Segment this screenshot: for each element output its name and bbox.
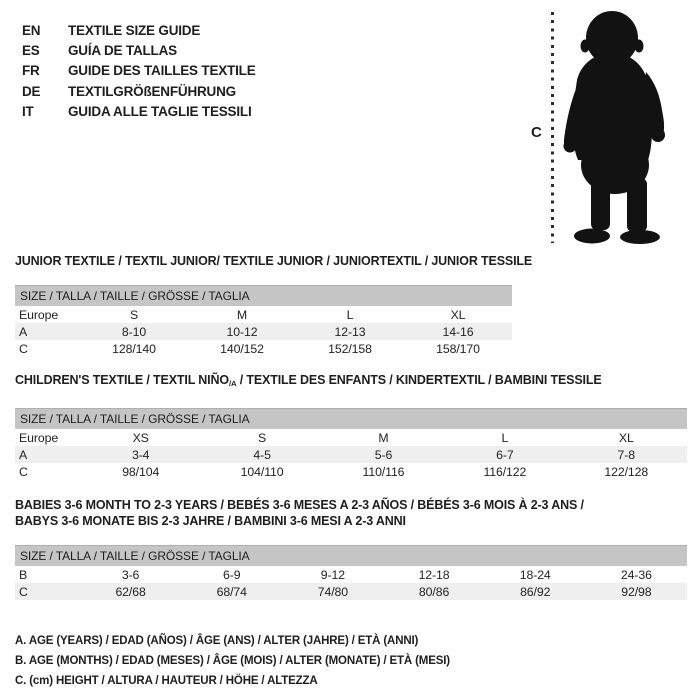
size-value-cell: 14-16 xyxy=(442,324,474,339)
toddler-silhouette-icon xyxy=(562,8,672,244)
language-row xyxy=(22,40,256,60)
title-segment: /A xyxy=(228,379,237,388)
size-value-cell: 68/74 xyxy=(216,584,247,599)
section-title-line xyxy=(15,253,687,269)
footnote-line: B. AGE (MONTHS) / EDAD (MESES) / ÂGE (MOIS) / ALTER (MONATE) / ETÀ (MESI) xyxy=(15,655,450,667)
title-segment: BABYS 3-6 MONATE BIS 2-3 JAHRE / BAMBINI 3-6 MESI A 2-3 ANNI xyxy=(15,514,406,528)
table-row xyxy=(15,429,687,446)
row-label-cell: C xyxy=(19,341,28,356)
children-size-table xyxy=(15,408,687,480)
table-body xyxy=(15,429,687,480)
children-title xyxy=(15,372,687,392)
babies-title xyxy=(15,497,687,529)
section-title-line xyxy=(15,372,687,392)
size-header-row xyxy=(15,409,687,430)
size-value-cell: 6-9 xyxy=(222,567,241,582)
language-code: FR xyxy=(22,63,40,79)
title-segment: CHILDREN'S TEXTILE / TEXTIL NIÑO xyxy=(15,373,229,387)
language-row xyxy=(22,61,256,81)
size-value-cell: 74/80 xyxy=(317,584,349,599)
section-title-line xyxy=(15,513,687,529)
footnote-line: C. (cm) HEIGHT / ALTURA / HAUTEUR / HÖHE / ALTEZZA xyxy=(15,675,318,687)
size-value-cell: 7-8 xyxy=(617,447,636,462)
size-header-row xyxy=(15,286,512,307)
size-value-cell: 116/122 xyxy=(483,464,527,479)
row-label-cell: C xyxy=(19,584,28,599)
table-row xyxy=(15,323,512,340)
children-section xyxy=(15,372,687,480)
height-dotted-line xyxy=(551,12,554,243)
size-value-cell: XL xyxy=(618,430,634,445)
size-value-cell: 92/98 xyxy=(621,584,652,599)
size-value-cell: M xyxy=(378,430,389,445)
size-value-cell: 110/116 xyxy=(362,464,405,479)
size-value-cell: M xyxy=(236,307,248,322)
size-value-cell: S xyxy=(258,430,267,445)
language-label: GUIDA ALLE TAGLIE TESSILI xyxy=(68,104,252,120)
table-row xyxy=(15,306,512,323)
size-value-cell: 80/86 xyxy=(418,584,450,599)
language-code: DE xyxy=(22,83,41,99)
size-value-cell: L xyxy=(346,307,354,322)
size-value-cell: 24-36 xyxy=(620,567,652,582)
title-segment: BABIES 3-6 MONTH TO 2-3 YEARS / BEBÉS 3-6 MESES A 2-3 AÑOS / BÉBÉS 3-6 MOIS À 2-3 ANS / xyxy=(15,498,584,512)
language-row xyxy=(22,102,256,122)
size-value-cell: 98/104 xyxy=(122,464,160,479)
size-value-cell: 12-13 xyxy=(334,324,366,339)
table-body xyxy=(15,566,687,600)
size-tables-area xyxy=(15,250,687,691)
size-value-cell: 128/140 xyxy=(112,341,156,356)
size-value-cell: 86/92 xyxy=(520,584,551,599)
babies-size-table xyxy=(15,545,687,600)
language-label: TEXTILGRÖßENFÜHRUNG xyxy=(68,83,236,99)
row-label-cell: Europe xyxy=(19,430,59,445)
language-code: ES xyxy=(22,43,40,59)
table-body xyxy=(15,306,512,357)
size-value-cell: 9-12 xyxy=(320,567,345,582)
row-label-cell: C xyxy=(19,464,28,479)
size-header-row xyxy=(15,546,687,567)
row-label-cell: Europe xyxy=(19,307,59,322)
size-value-cell: 4-5 xyxy=(253,447,271,462)
size-value-cell: 12-18 xyxy=(418,567,450,582)
size-value-cell: XL xyxy=(450,307,466,322)
size-value-cell: 62/68 xyxy=(115,584,146,599)
size-value-cell: 104/110 xyxy=(240,464,284,479)
size-value-cell: 5-6 xyxy=(374,447,393,462)
title-segment: / TEXTILE DES ENFANTS / KINDERTEXTIL / BAMBINI TESSILE xyxy=(236,373,602,387)
table-row xyxy=(15,463,687,480)
footnotes xyxy=(15,631,687,691)
title-segment: JUNIOR TEXTILE / TEXTIL JUNIOR/ TEXTILE JUNIOR / JUNIORTEXTIL / JUNIOR TESSILE xyxy=(15,254,533,268)
footnote-line: A. AGE (YEARS) / EDAD (AÑOS) / ÂGE (ANS) / ALTER (JAHRE) / ETÀ (ANNI) xyxy=(15,635,419,647)
junior-title xyxy=(15,253,687,269)
size-value-cell: 6-7 xyxy=(496,447,514,462)
table-row xyxy=(15,566,687,583)
size-value-cell: 8-10 xyxy=(121,324,147,339)
language-label: GUÍA DE TALLAS xyxy=(68,43,177,59)
language-label: GUIDE DES TAILLES TEXTILE xyxy=(68,63,256,79)
size-value-cell: 10-12 xyxy=(226,324,258,339)
row-label-cell: A xyxy=(19,447,28,462)
junior-size-table xyxy=(15,285,512,357)
size-value-cell: S xyxy=(129,307,139,322)
language-row xyxy=(22,20,256,40)
table-head xyxy=(15,409,687,430)
section-title-line xyxy=(15,497,687,513)
language-code: IT xyxy=(22,104,34,120)
language-header xyxy=(22,20,256,122)
table-row xyxy=(15,340,512,357)
size-value-cell: 18-24 xyxy=(519,567,551,582)
babies-section xyxy=(15,497,687,600)
language-code: EN xyxy=(22,22,41,38)
junior-section xyxy=(15,253,687,357)
table-row xyxy=(15,583,687,600)
size-value-cell: L xyxy=(501,430,509,445)
size-value-cell: 3-6 xyxy=(121,567,140,582)
row-label-cell: A xyxy=(19,324,28,339)
table-row xyxy=(15,446,687,463)
size-header-cell: SIZE / TALLA / TAILLE / GRÖSSE / TAGLIA xyxy=(15,409,687,430)
size-value-cell: 158/170 xyxy=(436,341,480,356)
row-label-cell: B xyxy=(19,567,28,582)
size-header-cell: SIZE / TALLA / TAILLE / GRÖSSE / TAGLIA xyxy=(15,546,687,567)
table-head xyxy=(15,546,687,567)
size-value-cell: 122/128 xyxy=(604,464,649,479)
size-value-cell: 3-4 xyxy=(131,447,150,462)
table-head xyxy=(15,286,512,307)
language-label: TEXTILE SIZE GUIDE xyxy=(68,22,201,38)
size-value-cell: 140/152 xyxy=(220,341,264,356)
height-marker-label: C xyxy=(531,124,542,141)
size-header-cell: SIZE / TALLA / TAILLE / GRÖSSE / TAGLIA xyxy=(15,286,512,307)
language-row xyxy=(22,81,256,101)
size-value-cell: XS xyxy=(132,430,149,445)
size-value-cell: 152/158 xyxy=(328,341,372,356)
